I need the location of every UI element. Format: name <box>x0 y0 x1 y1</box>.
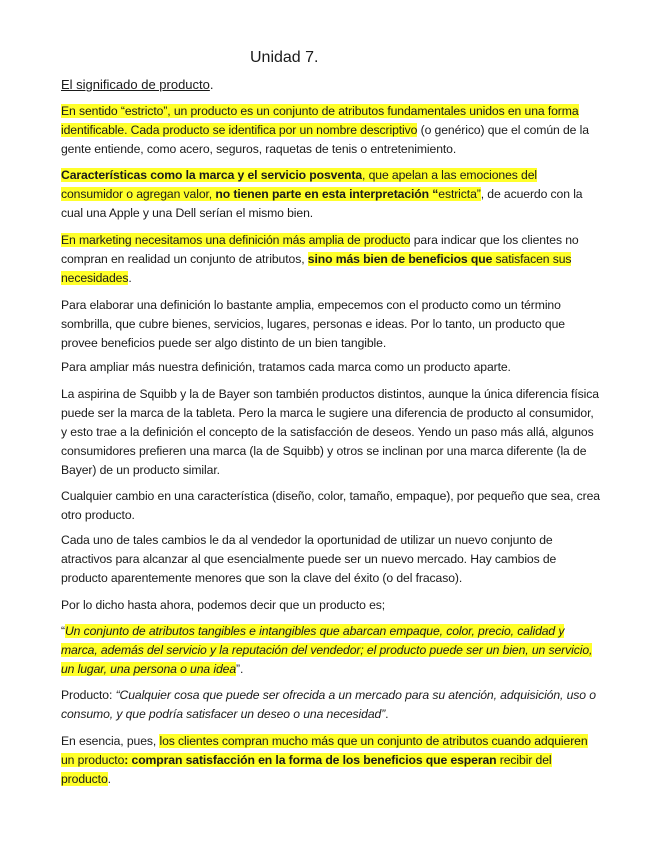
paragraph-so-far: Por lo dicho hasta ahora, podemos decir que un producto es; <box>61 598 386 612</box>
paragraph-definition-quote <box>61 622 601 679</box>
paragraph-in-essence <box>61 732 601 789</box>
section-heading <box>61 77 214 92</box>
highlight-bold: Características como la marca y el servicio posventa <box>61 168 363 182</box>
italic-quote: “Cualquier cosa que puede ser ofrecida a un mercado para su atención, adquisición, uso o consumo, y que podría satisfacer un deseo o una necesidad” <box>61 688 596 721</box>
paragraph-text: En esencia, pues, <box>61 734 160 748</box>
paragraph-new-market: Cada uno de tales cambios le da al vendedor la oportunidad de utilizar un nuevo conjunto de atractivos para alcanzar al que esencialmente puede ser un nuevo mercado. Hay cambios de producto aparentemente menores que son la clave del éxito (o del fracaso). <box>61 533 557 585</box>
highlight: los clientes compran mucho más que un conjunto de atributos cuando adquieren un producto <box>61 734 588 767</box>
highlight: estricta” <box>438 187 481 201</box>
quote-open: “ <box>61 624 65 638</box>
paragraph-product-definition <box>61 686 601 724</box>
paragraph-text: . <box>128 271 132 285</box>
paragraph-any-change: Cualquier cambio en una característica (diseño, color, tamaño, empaque), por pequeño que sea, crea otro producto. <box>61 489 600 522</box>
highlight-bold: : compran satisfacción en la forma de los beneficios que esperan <box>124 753 497 767</box>
highlight: satisfacen sus necesidades <box>61 252 572 285</box>
paragraph-brand-service <box>61 166 601 223</box>
highlight-italic: Un conjunto de atributos tangibles e intangibles que abarcan empaque, color, precio, calidad y marca, además del servicio y la reputación del vendedor; el producto puede ser un bien, un servicio, un lugar, una persona o una idea <box>61 624 593 676</box>
highlight-bold: no tienen parte en esta interpretación “ <box>215 187 439 201</box>
highlight-bold: sino más bien de beneficios que <box>307 252 493 266</box>
paragraph-aspirin-example: La aspirina de Squibb y la de Bayer son también productos distintos, aunque la única diferencia física puede ser la marca de la tableta. Pero la marca le sugiere una diferencia de producto al consumidor, y esto trae a la definición el concepto de la satisfacción de deseos. Yendo un paso más allá, algunos consumidores prefieren una marca (la de Squibb) y otros se inclinan por una marca diferente (la de Bayer) de un producto similar. <box>61 387 599 477</box>
paragraph-text: (o genérico) que el común de la gente entiende, como acero, seguros, raquetas de tenis o entretenimiento. <box>61 123 589 156</box>
paragraph-text: . <box>385 707 389 721</box>
paragraph-text: , de acuerdo con la cual una Apple y una Dell serían el mismo bien. <box>61 187 583 220</box>
paragraph-text: . <box>107 772 111 786</box>
paragraph-umbrella-term: Para elaborar una definición lo bastante amplia, empecemos con el producto como un término sombrilla, que cubre bienes, servicios, lugares, personas e ideas. Por lo tanto, un producto que provee beneficios puede ser algo distinto de un bien tangible. <box>61 298 565 350</box>
paragraph-brand-as-product: Para ampliar más nuestra definición, tratamos cada marca como un producto aparte. <box>61 360 511 374</box>
page-title: Unidad 7. <box>250 49 319 66</box>
paragraph-text: para indicar que los clientes no compran en realidad un conjunto de atributos, <box>61 233 579 266</box>
label: Producto: <box>61 688 116 702</box>
highlight: recibir del producto <box>61 753 552 786</box>
paragraph-broader-definition <box>61 231 601 288</box>
quote-close: ”. <box>236 662 244 676</box>
highlight: En sentido “estricto”, un producto es un conjunto de atributos fundamentales unidos en una forma identificable. Cada producto se identifica por un nombre descriptivo <box>61 104 579 137</box>
paragraph-strict-definition <box>61 102 601 159</box>
section-heading-period: . <box>209 77 214 92</box>
highlight: En marketing necesitamos una definición más amplia de producto <box>61 233 411 247</box>
section-heading-text: El significado de producto <box>61 77 210 92</box>
highlight: , que apelan a las emociones del consumidor o agregan valor, <box>61 168 538 201</box>
